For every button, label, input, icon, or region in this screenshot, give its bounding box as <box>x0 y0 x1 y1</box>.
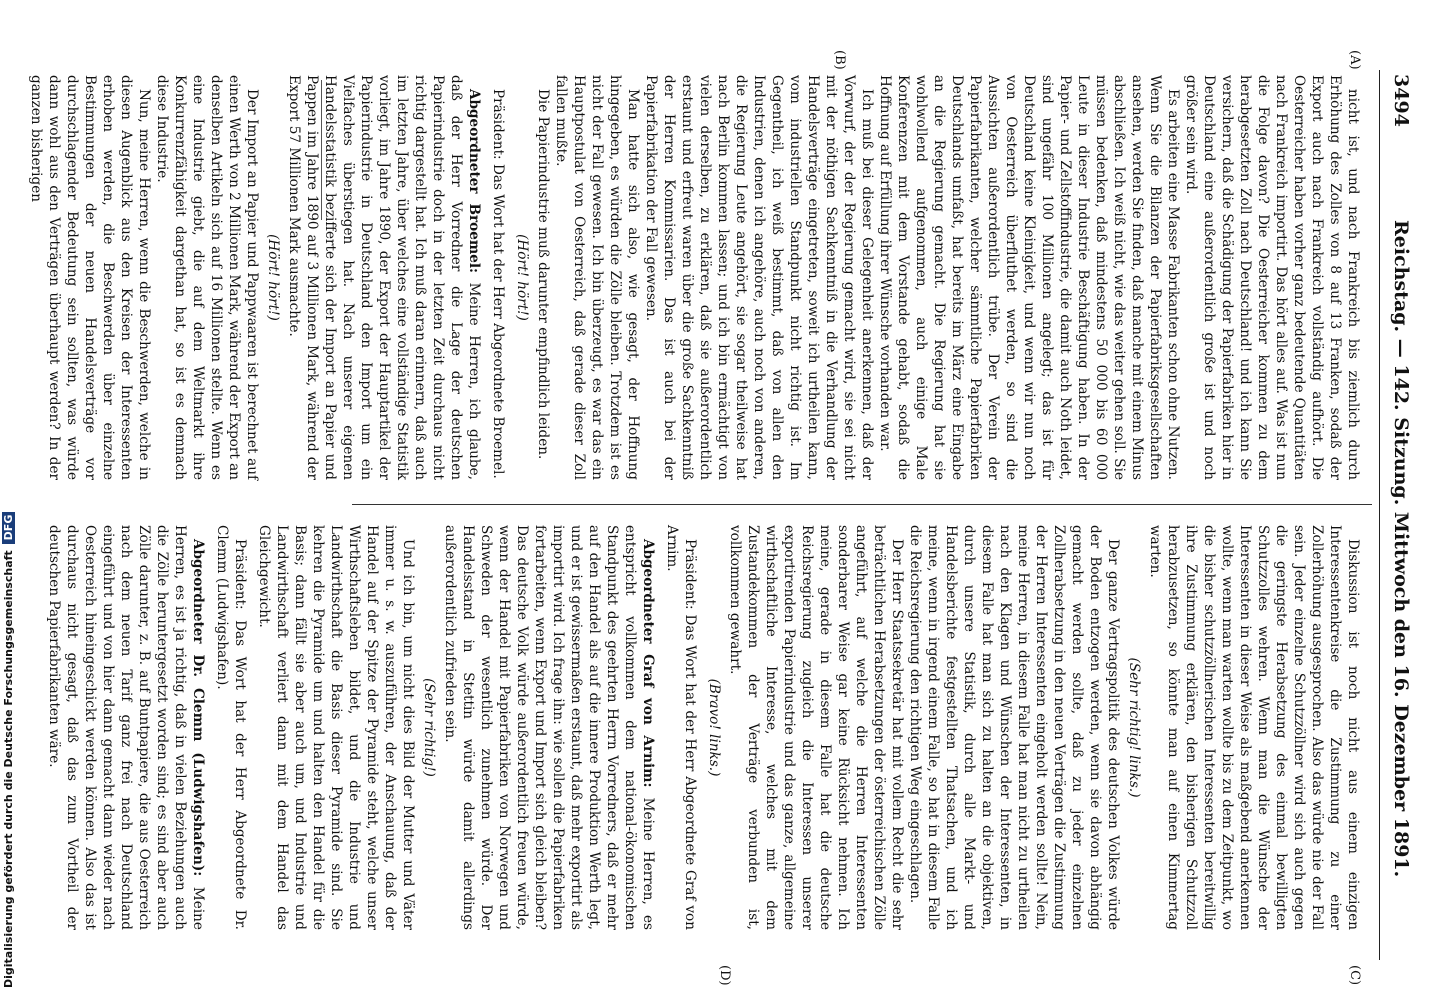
president-statement: Präsident: Das Wort hat der Herr Abgeordnete Dr. Clemm (Ludwigshafen). <box>214 525 248 930</box>
paragraph: Es arbeiten eine Masse Fabrikanten schon ohne Nutzen. Wenn Sie die Bilanzen der Papierfabriksgesellschaften ansehen, werden Sie finden, daß manche mit einem Minus abschließen. Ich weiß nicht, wie das weiter gehen soll. Sie müssen bedenken, daß mindestens 50 000 bis 60 000 Leute in dieser Industrie Beschäftigung haben. In der Papier- und Zellstoffindustrie, die damit auch Noth leidet, sind ungefähr 100 Millionen angelegt; das ist für Deutschland keine Kleinigkeit, und wenn wir nun noch von Oesterreich überfluthet werden, so sind die Aussichten außerordentlich trübe. Der Verein der Papierfabrikanten, welcher sämmtliche Papierfabriken Deutschlands umfaßt, hat bereits im März eine Eingabe an die Regierung gemacht. Die Regierung hat sie wohlwollend aufgenommen, auch einige Male Konferenzen mit dem Vorstande gehabt, sodaß die Hoffnung auf Erfüllung ihrer Wünsche vorhanden war. <box>877 75 1181 480</box>
page-number: 3494 <box>1390 74 1412 127</box>
speech-text: Meine Herren, es ist ja richtig, daß in vielen Beziehungen auch die Zölle heruntergesetzt worden sind; es sind aber auch Zölle darunter, z. B. auf Buntpapiere, die aus Oesterreich nach dem neuen Tarif ganz frei nach Deutschland eingeführt und von hier dann gemacht dann wieder nach Oesterreich hineingeschickt werden können. Also das ist durchaus nicht gesagt, daß das zum Vortheil der deutschen Papierfabrikanten wäre. <box>46 525 206 930</box>
speaker-name: Abgeordneter Graf von Arnim: <box>640 539 656 788</box>
paragraph: Diskussion ist noch nicht aus einem einzigen Interessentenkreise die Zustimmung zu einer Zollerhöhung ausgesprochen. Also das würde nie der Fall sein. Jeder einzelne Schutzzöllner wird sich auch gegen die geringste Herabsetzung des einmal bewilligten Schutzzolles wehren. Wenn man die Wünsche der Interessenten in dieser Weise als maßgebend anerkennen wollte, wenn man warten wollte bis zu dem Zeitpunkt, wo die bisher schutzzöllnerischen Interessenten bereitwillig ihre Zustimmung erklären, den bisherigen Schutzzoll herabzusetzen, so könnte man auf einen Kimmertag warten. <box>1147 525 1361 930</box>
speech-text: Meine Herren, ich glaube, daß der Herr Vorredner die Lage der deutschen Papierindustrie doch in der letzten Zeit durchaus nicht richtig dargestellt hat. Ich muß daran erinnern, daß auch im letzten Jahre, über welches eine vollständige Statistik vorliegt, im Jahre 1890, der Export der Hauptartikel der Papierindustrie in Deutschland den Import um ein Vielfaches überstiegen hat. Nach unserer eigenen Handelsstatistik bezifferte sich der Import an Papier und Pappen im Jahre 1890 auf 3 Millionen Mark, während der Export 57 Millionen Mark ausmachte. <box>286 75 482 480</box>
margin-marker-a: (A) <box>1347 50 1362 70</box>
dfg-logo: DFG <box>2 512 15 545</box>
interjection: (Hört! hört!) <box>514 234 530 321</box>
paragraph: Der Import an Papier und Pappwaaren ist berechnet auf einen Werth von 2 Millionen Mark, während der Export an denselben Artikeln sich auf 16 Millionen stellte. Wenn es eine Industrie giebt, die auf dem Weltmarkt ihre Konkurrenzfähigkeit dargethan hat, so ist es demnach diese Industrie. <box>154 75 260 480</box>
margin-marker-d: (D) <box>717 965 732 986</box>
margin-marker-c: (C) <box>1347 965 1362 986</box>
president-statement: Präsident: Das Wort hat der Herr Abgeordnete Broemel. <box>490 89 506 479</box>
page-title: Reichstag. — 142. Sitzung. Mittwoch den 16. Dezember 1891. <box>1390 220 1412 878</box>
speaker-name: Abgeordneter Dr. Clemm (Ludwigshafen): <box>190 539 206 877</box>
paragraph: Die Papierindustrie muß darunter empfindlich leiden. <box>535 89 551 460</box>
paragraph: Der Herr Staatssekretär hat mit vollem Recht die sehr beträchtlichen Herabsetzungen der österreichischen Zölle angeführt, auf welche die Herren Interessenten sonderbarer Weise gar keine Rücksicht nehmen. Ich meine, gerade in diesem Falle hat die deutsche Reichsregierung zugleich die Interessen unserer exportirenden Papierindustrie und das ganze, allgemeine wirthschaftliche Interesse, welches mit dem Zustandekommen der Verträge verbunden ist, vollkommen gewahrt. <box>727 525 905 930</box>
digitization-note <box>2 0 22 992</box>
paragraph: Der ganze Vertragspolitik des deutschen Volkes würde der Boden entzogen werden, wenn sie davon abhängig gemacht werden sollte, daß zu jeder einzelnen Zollherabsetzung in den neuen Verträgen die Zustimmung der Herren Interessenten eingeholt werden sollte! Nein, meine Herren, in diesem Falle hat man nicht zu urtheilen nach den Klagen und Wünschen der Interessenten, in diesem Falle hat man sich zu halten an die objektiven, durch unsere Statistik, durch alle Markt- und Handelsberichte festgestellten Thatsachen, und ich meine, wenn in irgend einem Falle, so hat in diesem Falle die Reichsregierung den richtigen Weg eingeschlagen. <box>907 525 1121 930</box>
paragraph: Und ich bin, um nicht dies Bild der Mutter und Väter immer u. s. w. auszuführen, der Anschauung, daß der Handel auf der Spitze der Pyramide steht, welche unser Wirthschaftsleben bildet, und die Industrie und Landwirthschaft die Basis dieser Pyramide sind. Sie kehren die Pyramide um und halten den Handel für die Basis; dann fällt sie aber auch um, und Industrie und Landwirthschaft verliert dann mit dem Handel das Gleichgewicht. <box>256 525 416 930</box>
paragraph: Man hatte sich also, wie gesagt, der Hoffnung hingegeben, es würden die Zölle bleiben. Trotzdem ist es nicht der Fall gewesen. Ich bin überzeugt, es war das ein Hauptpostulat von Oesterreich, daß gerade dieser Zoll fallen mußte. <box>553 75 641 480</box>
interjection: (Sehr richtig!) <box>421 678 437 777</box>
column-divider <box>352 504 1372 505</box>
paragraph: Ich muß bei dieser Gelegenheit anerkennen, daß der Vorwurf, der der Regierung gemacht wird, sie sei nicht mit der nöthigen Sachkenntniß in die Verhandlung der Handelsverträge eingetreten, soweit ich urtheilen kann, vom industriellen Standpunkt nicht richtig ist. Im Gegentheil, ich weiß bestimmt, daß von allen den Industrien, denen ich angehöre, auch noch von anderen, die Regierung Leute angehört, sie sogar theilweise hat nach Berlin kommen lassen; und ich bin ermächtigt von vielen derselben, zu erklären, daß sie außerordentlich erstaunt und erfreut waren über die große Sachkenntniß der Herren Kommissarien. Das ist auch bei der Papierfabrikation der Fall gewesen. <box>643 75 875 480</box>
margin-marker-b: (B) <box>832 50 847 70</box>
paragraph: nicht ist, und nach Frankreich bis ziemlich durch Erhöhung des Zolles von 8 auf 13 Franken, sodaß der Export auch nach Frankreich vollständig aufhört. Die Oesterreicher haben vorher ganz bedeutende Quantitäten nach Frankreich importirt. Das hört alles auf. Was ist nun die Folge davon? Die Oesterreicher kommen zu dem herabgesetzten Zoll nach Deutschland! und ich kann Sie versichern, daß die Schädigung der Papierfabriken hier in Deutschland eine außerordentlich große ist und noch größer sein wird. <box>1183 75 1361 480</box>
speaker-paragraph <box>441 525 657 930</box>
interjection: (Hört! hört!) <box>265 234 281 321</box>
interjection: (Sehr richtig! links.) <box>1126 657 1142 798</box>
left-column <box>27 75 1362 480</box>
page-header <box>1376 0 1420 1000</box>
header-rule <box>1379 70 1380 960</box>
right-column <box>45 525 1362 930</box>
speaker-name: Abgeordneter Broemel: <box>466 89 482 274</box>
interjection: (Bravo! links.) <box>706 678 722 777</box>
speaker-paragraph <box>285 75 483 480</box>
funding-text: Digitalisierung gefördert durch die Deutsche Forschungsgemeinschaft <box>2 550 15 988</box>
president-statement: Präsident: Das Wort hat der Herr Abgeordnete Graf von Arnim. <box>664 525 698 930</box>
paragraph: Nun, meine Herren, wenn die Beschwerden, welche in diesen Augenblick aus den Kreisen der Interessenten erhoben werden, die Beschwerden über einzelne Bestimmungen der neuen Handelsverträge vor durchschlagender Bedeutung sein sollten, was würde dann wohl aus den Verträgen überhaupt werden? In der ganzen bisherigen <box>28 75 152 480</box>
bottom-rule <box>321 80 322 220</box>
speech-text: Meine Herren, es entspricht vollkommen dem national-ökonomischen Standpunkt des geehrten Herrn Vorredners, daß er mehr auf den Handel als auf die innere Produktion Werth legt, und er ist gewissermaßen erstaunt, daß mehr exportirt als importirt wird. Ich frage ihn: wie sollen die Papierfabriken fortarbeiten, wenn Export und Import sich gleich bleiben? Das deutsche Volk würde außerordentlich freuen würde, wenn der Handel mit Papierfabriken von Norwegen und Schweden der wesentlich zunehmen würde. Der Handelsstand in Stettin würde damit allerdings außerordentlich zufrieden sein. <box>442 525 656 930</box>
speaker-paragraph <box>45 525 207 930</box>
